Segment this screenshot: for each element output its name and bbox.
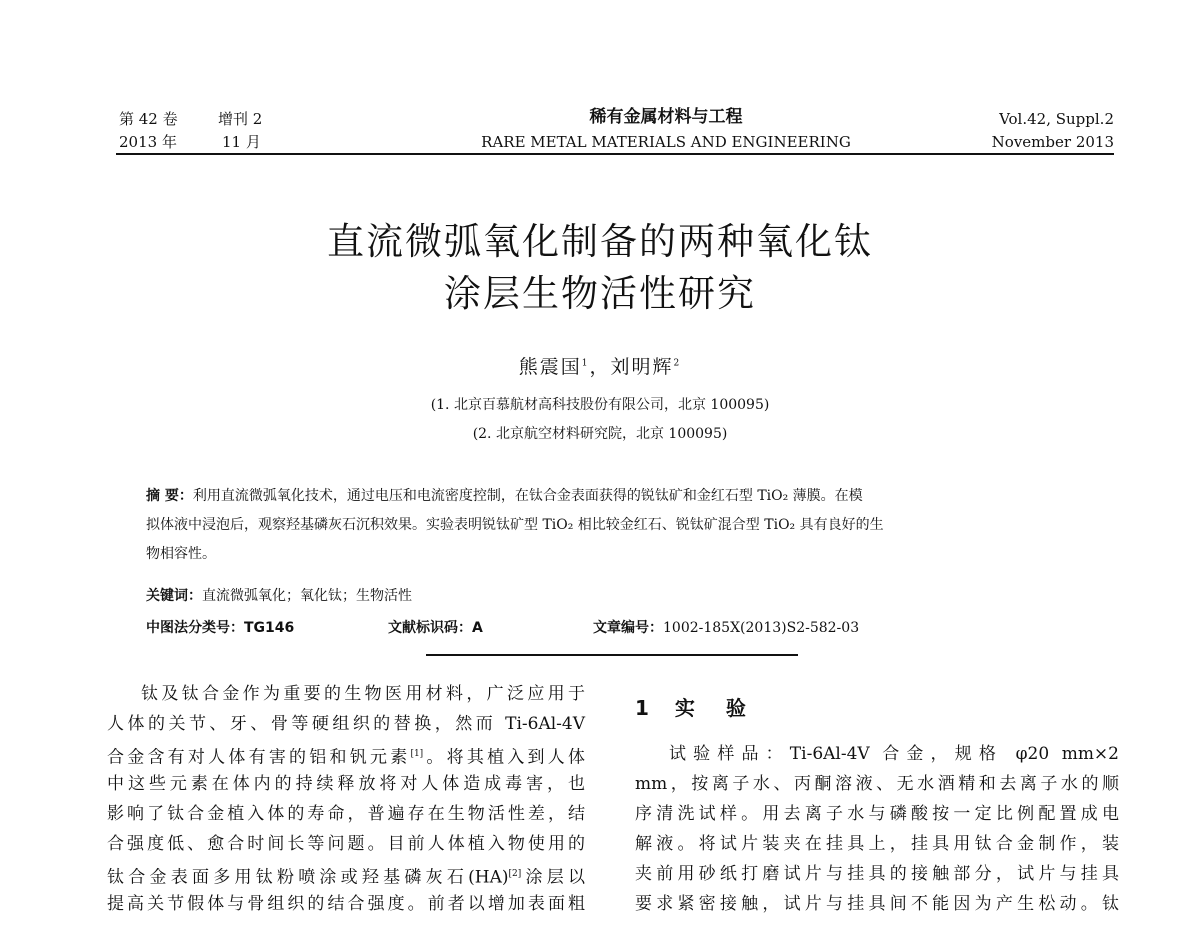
- abstract-line-1: 利用直流微弧氧化技术，通过电压和电流密度控制，在钛合金表面获得的锐钛矿和金红石型 TiO₂ 薄膜。在模: [192, 488, 863, 504]
- month-cn: 11 月: [222, 133, 261, 151]
- journal-title-cn: 稀有金属材料与工程: [589, 107, 743, 127]
- right-line-1: 试验样品：Ti-6Al-4V 合金，规格 φ20 mm×2: [669, 744, 1119, 764]
- clc-number: [146, 617, 294, 637]
- issue-cn: 增刊 2: [218, 110, 263, 128]
- citation-1: [1]: [410, 749, 424, 759]
- abstract: [146, 482, 1086, 569]
- section-title: 实 验: [674, 696, 758, 720]
- clc-label: 中图法分类号：: [146, 620, 244, 636]
- keywords-text: 直流微弧氧化；氧化钛；生物活性: [202, 588, 412, 604]
- document-code: [388, 617, 483, 637]
- right-line-4: 解液。将试片装夹在挂具上，挂具用钛合金制作，装: [635, 834, 1119, 854]
- right-line-3: 序清洗试样。用去离子水与磷酸按一定比例配置成电: [635, 804, 1119, 824]
- clc-value: TG146: [244, 620, 295, 636]
- abstract-separator: [426, 654, 798, 656]
- date-en: November 2013: [991, 133, 1114, 151]
- left-line-6: 合强度低、愈合时间长等问题。目前人体植入物使用的: [107, 834, 585, 854]
- article-number-label: 文章编号：: [593, 620, 663, 636]
- left-line-1: 钛及钛合金作为重要的生物医用材料，广泛应用于: [141, 684, 585, 704]
- paper-title-line-1: 直流微弧氧化制备的两种氧化钛: [327, 220, 873, 263]
- abstract-label: 摘 要：: [146, 488, 193, 504]
- article-number: [593, 617, 859, 637]
- doc-code-label: 文献标识码：: [388, 620, 472, 636]
- volume-en: Vol.42, Suppl.2: [999, 110, 1114, 128]
- left-line-8: 提高关节假体与骨组织的结合强度。前者以增加表面粗: [107, 894, 585, 914]
- abstract-line-3: 物相容性。: [146, 546, 216, 562]
- right-line-2: mm，按离子水、丙酮溶液、无水酒精和去离子水的顺: [635, 774, 1119, 794]
- section-heading: [635, 692, 758, 721]
- affiliation-2: (2. 北京航空材料研究院，北京 100095): [472, 426, 728, 442]
- abstract-line-2: 拟体液中浸泡后，观察羟基磷灰石沉积效果。实验表明锐钛矿型 TiO₂ 相比较金红石、锐钛矿混合型 TiO₂ 具有良好的生: [146, 517, 884, 533]
- journal-title-en: RARE METAL MATERIALS AND ENGINEERING: [481, 133, 851, 151]
- header-rule: [116, 153, 1114, 155]
- author-1: 熊震国: [518, 356, 582, 378]
- left-line-2: 人体的关节、牙、骨等硬组织的替换，然而 Ti-6Al-4V: [107, 714, 585, 734]
- authors: [0, 352, 1200, 379]
- right-line-5: 夹前用砂纸打磨试片与挂具的接触部分，试片与挂具: [635, 864, 1119, 884]
- right-column-text: [635, 739, 1119, 919]
- section-number: 1: [635, 696, 661, 720]
- volume-cn: 第 42 卷: [119, 110, 178, 128]
- author-separator: ，: [589, 356, 611, 378]
- year-cn: 2013 年: [119, 133, 177, 151]
- left-column-text: [107, 679, 585, 919]
- author-1-affil: 1: [581, 358, 590, 369]
- author-2-affil: 2: [673, 358, 682, 369]
- left-line-7: 钛合金表面多用钛粉喷涂或羟基磷灰石(HA)[2]涂层以: [107, 867, 585, 888]
- article-number-value: 1002-185X(2013)S2-582-03: [663, 620, 860, 636]
- affiliation-1: (1. 北京百慕航材高科技股份有限公司，北京 100095): [430, 397, 770, 413]
- right-line-6: 要求紧密接触，试片与挂具间不能因为产生松动。钛: [635, 894, 1119, 914]
- keywords: [146, 585, 412, 605]
- left-line-5: 影响了钛合金植入体的寿命，普遍存在生物活性差，结: [107, 804, 585, 824]
- left-line-3: 合金含有对人体有害的铝和钒元素[1]。将其植入到人体: [107, 747, 586, 768]
- left-line-4: 中这些元素在体内的持续释放将对人体造成毒害，也: [107, 774, 585, 794]
- paper-title-line-2: 涂层生物活性研究: [444, 272, 756, 315]
- doc-code-value: A: [472, 620, 483, 636]
- keywords-label: 关键词：: [146, 588, 202, 604]
- author-2: 刘明辉: [610, 356, 674, 378]
- citation-2: [2]: [508, 869, 522, 879]
